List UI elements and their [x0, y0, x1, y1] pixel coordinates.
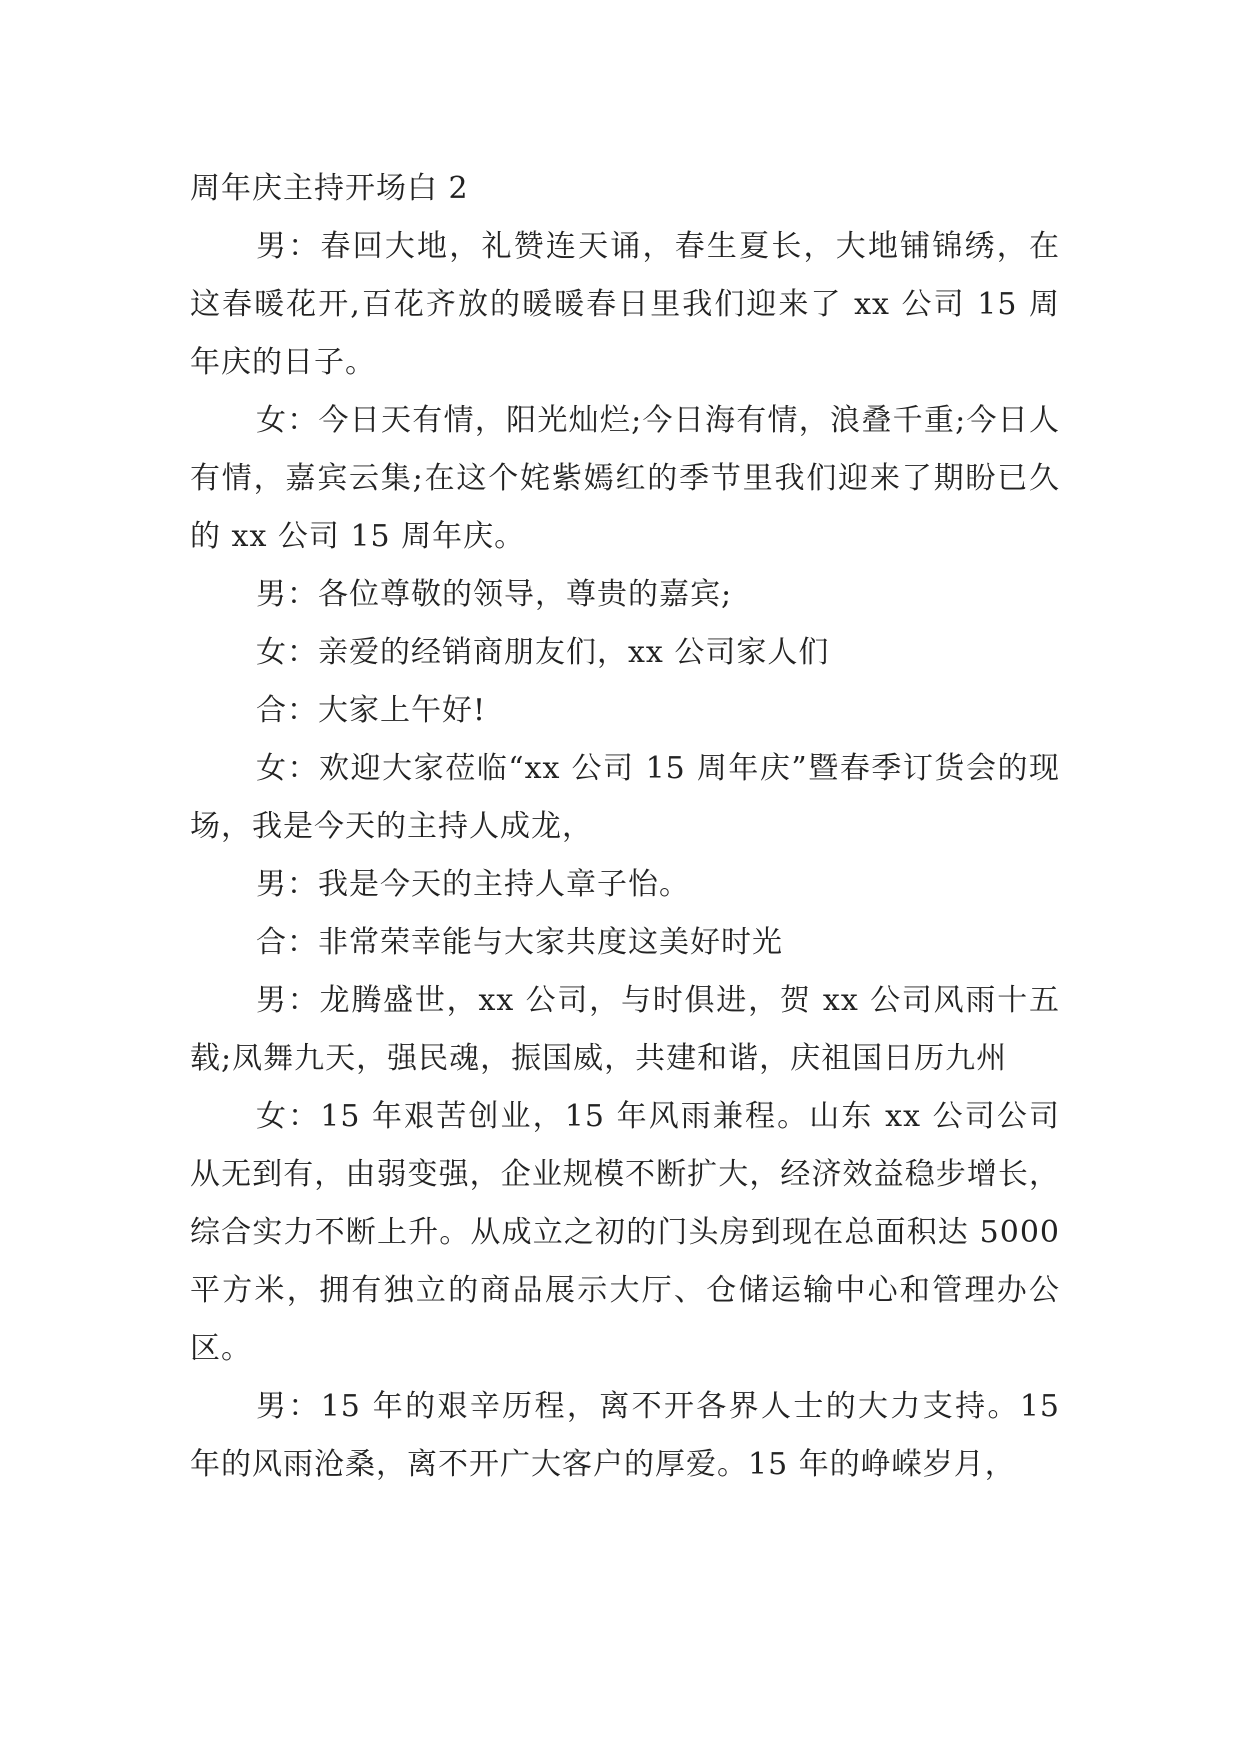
document-body — [190, 160, 1060, 1494]
paragraph: 女：15 年艰苦创业，15 年风雨兼程。山东 xx 公司公司从无到有，由弱变强，企业规模不断扩大，经济效益稳步增长，综合实力不断上升。从成立之初的门头房到现在总面积达 5000 平方米，拥有独立的商品展示大厅、仓储运输中心和管理办公区。 — [190, 1099, 1060, 1366]
paragraph: 男：春回大地，礼赞连天诵，春生夏长，大地铺锦绣，在这春暖花开,百花齐放的暖暖春日里我们迎来了 xx 公司 15 周年庆的日子。 — [190, 229, 1060, 380]
paragraph: 女：欢迎大家莅临“xx 公司 15 周年庆”暨春季订货会的现场，我是今天的主持人成龙， — [190, 751, 1060, 844]
paragraph: 女：亲爱的经销商朋友们，xx 公司家人们 — [256, 635, 830, 670]
paragraph: 合：非常荣幸能与大家共度这美好时光 — [256, 925, 783, 960]
paragraph: 男：15 年的艰辛历程，离不开各界人士的大力支持。15 年的风雨沧桑，离不开广大客户的厚爱。15 年的峥嵘岁月， — [190, 1389, 1060, 1482]
paragraph: 男：龙腾盛世，xx 公司，与时俱进，贺 xx 公司风雨十五载;凤舞九天，强民魂，振国威，共建和谐，庆祖国日历九州 — [190, 983, 1060, 1076]
paragraph: 合：大家上午好! — [256, 693, 487, 728]
paragraph: 女：今日天有情，阳光灿烂;今日海有情，浪叠千重;今日人有情，嘉宾云集;在这个姹紫嫣红的季节里我们迎来了期盼已久的 xx 公司 15 周年庆。 — [190, 403, 1060, 554]
paragraph: 男：各位尊敬的领导，尊贵的嘉宾; — [256, 577, 733, 612]
document-title: 周年庆主持开场白 2 — [190, 171, 469, 206]
paragraph: 男：我是今天的主持人章子怡。 — [256, 867, 690, 902]
